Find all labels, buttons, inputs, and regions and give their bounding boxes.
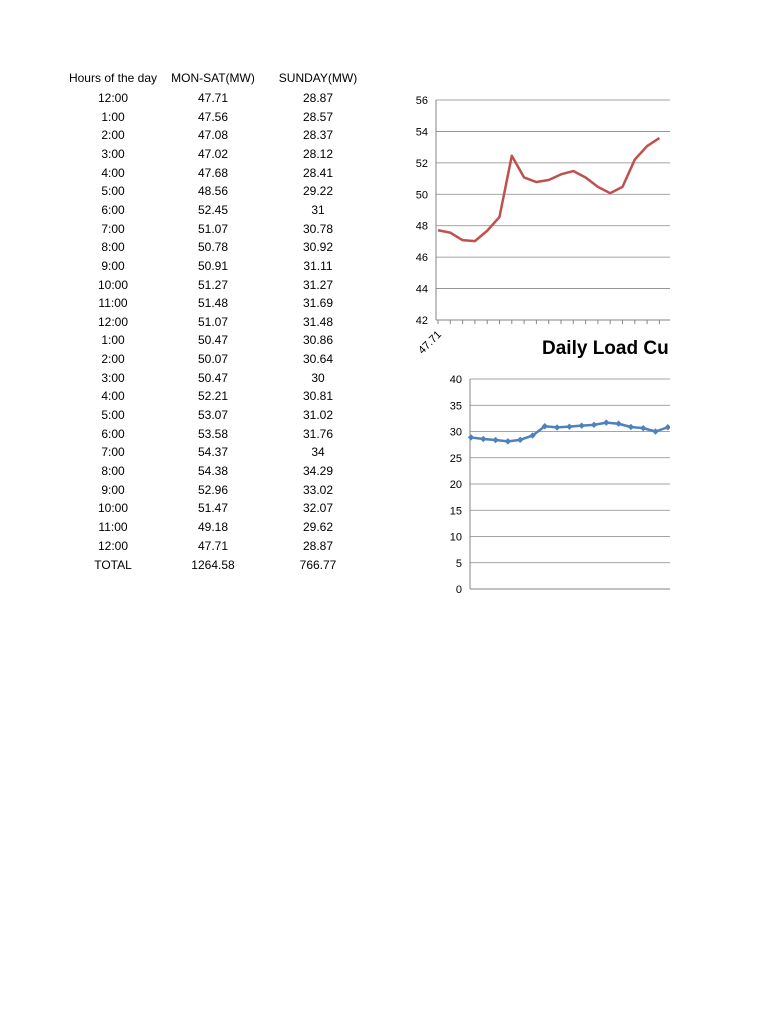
x-tick-label: 47.71 bbox=[416, 328, 445, 357]
table-cell-hour: 12:00 bbox=[97, 91, 129, 105]
table-cell-hour: 12:00 bbox=[97, 314, 129, 329]
table-cell-hour: 6:00 bbox=[101, 202, 125, 217]
table-cell-hour: 12:00 bbox=[97, 538, 129, 553]
table-cell-monsat: 53.07 bbox=[197, 408, 229, 423]
table-cell-sunday: 28.57 bbox=[302, 109, 334, 124]
table-cell-sunday: 30 bbox=[311, 370, 325, 385]
column-header-sunday: SUNDAY(MW) bbox=[278, 71, 358, 85]
table-cell-monsat: 47.56 bbox=[197, 109, 229, 124]
table-cell-sunday: 34 bbox=[311, 445, 325, 460]
table-cell-monsat: 50.47 bbox=[197, 333, 229, 348]
table-cell-sunday: 31.02 bbox=[302, 408, 334, 423]
table-cell-sunday: 31.69 bbox=[302, 296, 334, 311]
table-cell-monsat: 53.58 bbox=[197, 426, 229, 441]
y-tick-label: 52 bbox=[415, 157, 428, 170]
data-point-marker bbox=[566, 423, 572, 429]
table-cell-sunday: 28.87 bbox=[302, 538, 334, 553]
y-tick-label: 42 bbox=[415, 315, 428, 327]
table-cell-sunday: 29.62 bbox=[302, 519, 334, 534]
table-cell-sunday: 31.48 bbox=[302, 314, 334, 329]
table-cell-monsat: 49.18 bbox=[197, 519, 229, 534]
table-cell-sunday: 29.22 bbox=[302, 184, 334, 199]
y-tick-label: 40 bbox=[449, 374, 462, 386]
table-cell-monsat: 51.48 bbox=[197, 296, 229, 311]
data-point-marker bbox=[615, 421, 621, 427]
y-tick-label: 46 bbox=[415, 252, 428, 265]
data-point-marker bbox=[554, 424, 560, 430]
y-tick-label: 0 bbox=[455, 584, 462, 596]
table-cell-hour: 8:00 bbox=[101, 240, 125, 255]
table-cell-hour: 7:00 bbox=[101, 445, 125, 460]
y-tick-label: 35 bbox=[449, 400, 462, 413]
table-cell-hour: 2:00 bbox=[101, 128, 125, 143]
y-tick-label: 20 bbox=[449, 479, 462, 491]
table-cell-monsat: 51.27 bbox=[197, 277, 229, 292]
table-cell-hour: 7:00 bbox=[101, 221, 125, 236]
table-cell-sunday: 33.02 bbox=[302, 482, 334, 497]
total-cell-sunday: 766.77 bbox=[299, 558, 337, 572]
table-cell-monsat: 47.68 bbox=[197, 165, 229, 180]
table-cell-hour: 4:00 bbox=[101, 389, 125, 404]
table-cell-hour: 3:00 bbox=[101, 370, 125, 385]
column-header-hour: Hours of the day bbox=[68, 71, 158, 85]
table-cell-hour: 10:00 bbox=[97, 277, 129, 292]
column-header-monsat: MON-SAT(MW) bbox=[171, 71, 255, 85]
total-cell-monsat: 1264.58 bbox=[191, 558, 235, 572]
table-cell-sunday: 32.07 bbox=[302, 501, 334, 516]
y-tick-label: 25 bbox=[449, 452, 462, 465]
table-cell-hour: 8:00 bbox=[101, 464, 125, 478]
y-tick-label: 48 bbox=[415, 220, 428, 233]
table-cell-hour: 2:00 bbox=[101, 352, 125, 367]
table-cell-hour: 9:00 bbox=[101, 482, 125, 497]
table-cell-monsat: 50.47 bbox=[197, 370, 229, 385]
table-cell-hour: 5:00 bbox=[101, 184, 125, 199]
table-cell-sunday: 28.12 bbox=[302, 146, 334, 161]
table-cell-monsat: 48.56 bbox=[197, 184, 229, 199]
table-cell-hour: 3:00 bbox=[101, 146, 125, 161]
data-point-marker bbox=[579, 422, 585, 428]
table-cell-monsat: 54.38 bbox=[197, 464, 229, 478]
data-point-marker bbox=[640, 425, 646, 431]
table-cell-monsat: 50.07 bbox=[197, 352, 229, 367]
table-cell-sunday: 28.37 bbox=[302, 128, 334, 143]
table-cell-monsat: 52.96 bbox=[197, 482, 229, 497]
table-cell-monsat: 52.21 bbox=[197, 389, 229, 404]
table-cell-hour: 1:00 bbox=[101, 333, 125, 348]
table-cell-monsat: 51.47 bbox=[197, 501, 229, 516]
y-tick-label: 50 bbox=[415, 189, 428, 202]
data-point-marker bbox=[665, 424, 671, 430]
y-tick-label: 44 bbox=[415, 283, 428, 296]
table-cell-hour: 11:00 bbox=[98, 519, 128, 534]
data-point-marker bbox=[603, 419, 609, 425]
table-cell-hour: 11:00 bbox=[98, 296, 128, 311]
table-cell-monsat: 50.78 bbox=[197, 240, 229, 255]
data-point-marker bbox=[517, 437, 523, 443]
total-cell-hour: TOTAL bbox=[94, 558, 132, 572]
table-cell-hour: 1:00 bbox=[101, 109, 125, 124]
table-cell-hour: 6:00 bbox=[101, 426, 125, 441]
data-point-marker bbox=[468, 434, 474, 440]
data-point-marker bbox=[628, 424, 634, 430]
y-tick-label: 15 bbox=[449, 505, 462, 518]
table-cell-hour: 10:00 bbox=[97, 501, 129, 516]
plot-area bbox=[468, 419, 671, 444]
chart-title: Daily Load Cu bbox=[542, 338, 669, 359]
table-cell-sunday: 30.64 bbox=[302, 352, 334, 367]
table-cell-monsat: 47.02 bbox=[197, 146, 229, 161]
table-cell-sunday: 30.81 bbox=[302, 389, 334, 404]
data-point-marker bbox=[480, 436, 486, 442]
table-cell-monsat: 47.71 bbox=[197, 91, 229, 105]
y-tick-label: 30 bbox=[449, 426, 462, 439]
table-cell-monsat: 47.71 bbox=[197, 538, 229, 553]
data-point-marker bbox=[492, 437, 498, 443]
table-cell-hour: 5:00 bbox=[101, 408, 125, 423]
table-cell-sunday: 31 bbox=[311, 202, 325, 217]
table-cell-monsat: 51.07 bbox=[197, 314, 229, 329]
table-cell-sunday: 34.29 bbox=[302, 464, 334, 478]
data-point-marker bbox=[652, 428, 658, 434]
table-cell-sunday: 30.92 bbox=[302, 240, 334, 255]
table-cell-sunday: 28.41 bbox=[302, 165, 334, 180]
table-cell-sunday: 30.86 bbox=[302, 333, 334, 348]
table-cell-monsat: 47.08 bbox=[197, 128, 229, 143]
data-point-marker bbox=[591, 422, 597, 428]
table-cell-monsat: 54.37 bbox=[197, 445, 229, 460]
table-cell-hour: 9:00 bbox=[101, 258, 125, 273]
table-cell-monsat: 50.91 bbox=[197, 258, 229, 273]
table-cell-sunday: 31.27 bbox=[302, 277, 334, 292]
table-cell-monsat: 52.45 bbox=[197, 202, 229, 217]
table-cell-hour: 4:00 bbox=[101, 165, 125, 180]
table-cell-monsat: 51.07 bbox=[197, 221, 229, 236]
table-cell-sunday: 31.11 bbox=[303, 258, 333, 273]
y-tick-label: 5 bbox=[455, 557, 462, 570]
y-tick-label: 54 bbox=[415, 126, 428, 139]
table-cell-sunday: 28.87 bbox=[302, 91, 334, 105]
table-cell-sunday: 30.78 bbox=[302, 221, 334, 236]
data-point-marker bbox=[505, 438, 511, 444]
y-tick-label: 56 bbox=[415, 95, 428, 107]
y-tick-label: 10 bbox=[449, 531, 462, 544]
table-cell-sunday: 31.76 bbox=[302, 426, 334, 441]
